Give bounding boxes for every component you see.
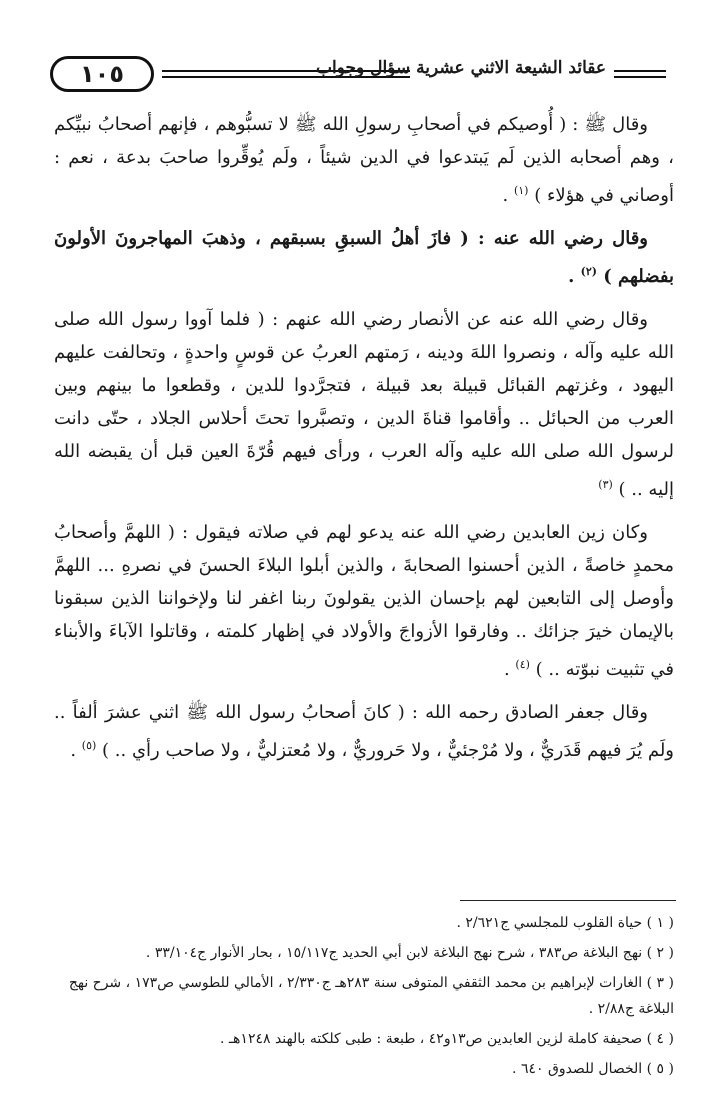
paragraph-4 (54, 516, 674, 686)
footnote-ref: (٤) (515, 658, 530, 671)
paragraph-text: وقال رضي الله عنه عن الأنصار رضي الله عنهم : ( فلما آووا رسول الله صلى الله عليه وآله ، ونصروا اللهَ ودينه ، رَمتهم العربُ عن قوسٍ واحدةٍ ، وتحالفت عليهم اليهود ، وغزتهم القبائل قبيلة بعد قبيلة ، فتجرَّدوا للدين ، وقطعوا ما بينهم وبين العرب من الحبائل .. وأقاموا قناةَ الدين ، وتصبَّروا تحتَ أحلاس الجلاد ، حتّى دانت لرسول الله صلى الله عليه وآله العرب ، ورأى فيهم قُرّةَ العين قبل أن يقبضه الله إليه .. ) (54, 309, 674, 500)
book-title: عقائد الشيعة الاثني عشرية سؤال وجواب (316, 58, 606, 78)
paragraph-end: . (503, 659, 516, 680)
paragraph-text: وقال ﷺ : ( أُوصيكم في أصحابِ رسولِ الله ﷺ لا تسبُّوهم ، فإنهم أصحابُ نبيِّكم ، وهم أصحابه الذين لَم يَبتدعوا في الدين شيئاً ، ولَم يُوقِّروا صاحبَ بدعة ، نعم : أوصاني في هؤلاء ) (54, 114, 674, 206)
paragraph-1 (54, 108, 674, 212)
paragraph-3 (54, 303, 674, 506)
paragraph-5 (54, 696, 674, 767)
footnote-2: ( ٢ ) نهج البلاغة ص٣٨٣ ، شرح نهج البلاغة لابن أبي الحديد ج١٥/١١٧ ، بحار الأنوار ج٣٣/١٠٤ . (145, 945, 674, 961)
footnote-1: ( ١ ) حياة القلوب للمجلسي ج٢/٦٢١ . (456, 915, 674, 931)
footnote-5: ( ٥ ) الخصال للصدوق ٦٤٠ . (512, 1061, 674, 1077)
footnote-divider (460, 900, 676, 901)
paragraph-text: وقال جعفر الصادق رحمه الله : ( كانَ أصحابُ رسول الله ﷺ اثني عشرَ ألفاً .. ولَم يُرَ فيهم قَدَريٌّ ، ولا مُرْجئيٌّ ، ولا حَروريٌّ ، ولا مُعتزليٌّ ، ولا صاحب رأي .. ) (54, 702, 674, 761)
footnote-ref: (٣) (598, 478, 613, 491)
footnote-3: ( ٣ ) الغارات لإبراهيم بن محمد الثقفي المتوفى سنة ٢٨٣هـ ج٢/٣٣٠ ، الأمالي للطوسي ص١٧٣ ، شرح نهج البلاغة ج٢/٨٨ . (68, 975, 674, 1017)
paragraph-end: . (70, 740, 82, 761)
footnote-ref: (٢) (580, 265, 597, 278)
footnote-ref: (٥) (81, 739, 97, 752)
paragraph-end: . (568, 266, 581, 287)
page-number-badge (50, 56, 154, 92)
paragraph-text: وكان زين العابدين رضي الله عنه يدعو لهم في صلاته فيقول : ( اللهمَّ وأصحابُ محمدٍ خاصةً ، الذين أحسنوا الصحابةَ ، والذين أبلوا البلاءَ الحسنَ في نصرهِ ... اللهمَّ وأوصل إلى التابعين لهم بإحسان الذين يقولونَ ربنا اغفر لنا ولإخواننا الذين سبقونا بالإيمان خيرَ جزائك .. وفارقوا الأزواجَ والأولاد في إظهار كلمته ، وقاتلوا الآباءَ والأبناء في تثبيت نبوّته .. ) (54, 522, 674, 680)
footnote-ref: (١) (513, 184, 529, 197)
paragraph-end: . (502, 185, 514, 206)
page-header (40, 52, 680, 96)
footnotes (54, 910, 674, 1086)
paragraph-text: وقال رضي الله عنه : ( فازَ أهلُ السبقِ بسبقهم ، وذهبَ المهاجرونَ الأولونَ بفضلهم ) (54, 228, 674, 287)
paragraph-2 (54, 222, 674, 293)
footnote-4: ( ٤ ) صحيفة كاملة لزين العابدين ص١٣و٤٢ ، طبعة : طبى كلكته بالهند ١٢٤٨هـ . (220, 1031, 674, 1047)
page-number: ١٠٥ (80, 60, 124, 88)
header-rule-right (614, 70, 666, 82)
main-text (54, 108, 674, 771)
